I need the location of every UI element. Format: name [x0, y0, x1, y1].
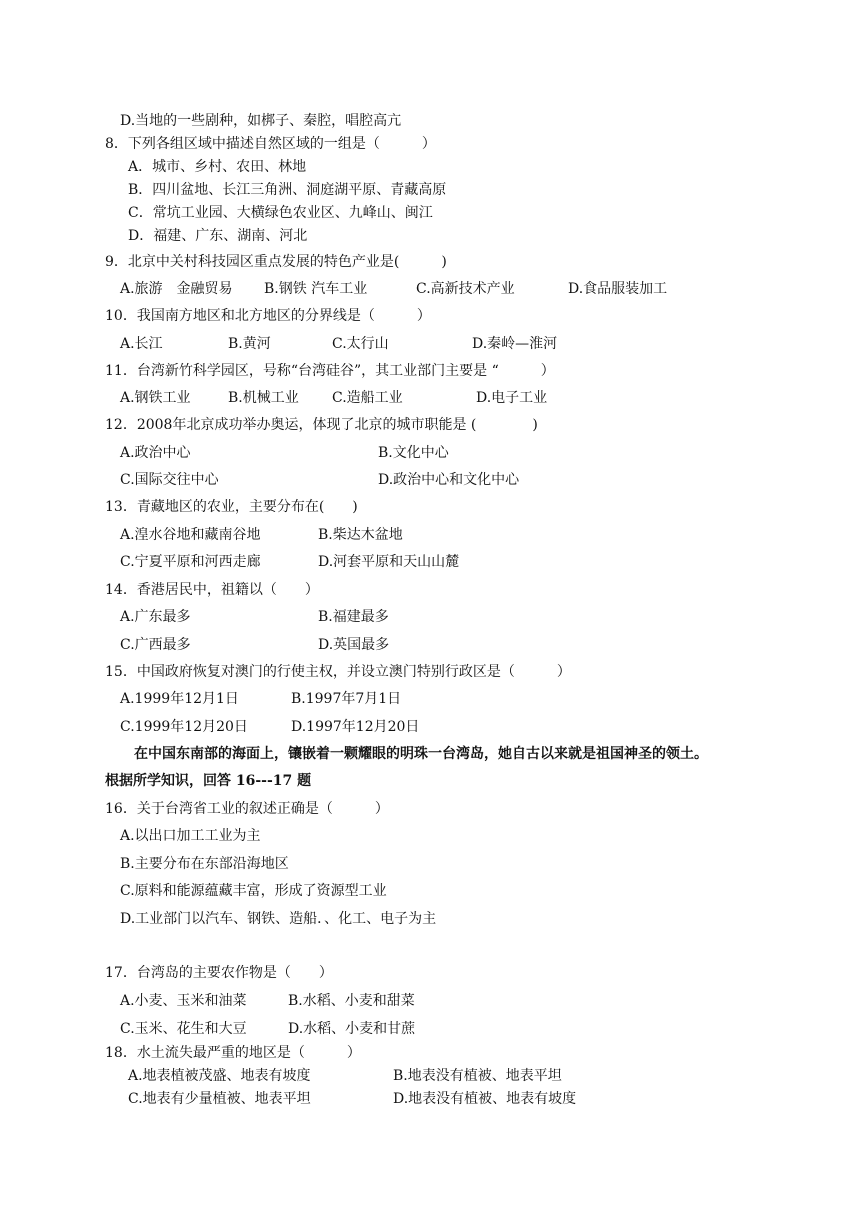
- q8-option-b: B．四川盆地、长江三角洲、洞庭湖平原、青藏高原: [128, 182, 447, 198]
- q9-option-c: C.高新技术产业: [416, 281, 515, 297]
- q17-option-d: D.水稻、小麦和甘蔗: [288, 1021, 416, 1037]
- q15-option-a: A.1999年12月1日: [120, 691, 239, 707]
- q16-option-a: A.以出口加工工业为主: [120, 828, 261, 844]
- q13-option-d: D.河套平原和天山山麓: [318, 554, 460, 570]
- q14-option-c: C.广西最多: [120, 637, 191, 653]
- q18-option-a: A.地表植被茂盛、地表有坡度: [128, 1068, 311, 1084]
- q15-option-d: D.1997年12月20日: [291, 719, 420, 735]
- q13-option-a: A.湟水谷地和藏南谷地: [120, 527, 261, 543]
- q10-option-d: D.秦岭—淮河: [472, 336, 558, 352]
- q12-option-d: D.政治中心和文化中心: [378, 472, 520, 488]
- q14-option-d: D.英国最多: [318, 637, 390, 653]
- q10-option-c: C.太行山: [332, 336, 389, 352]
- q12-option-b: B.文化中心: [378, 445, 449, 461]
- q10-option-b: B.黄河: [228, 336, 271, 352]
- q16-stem: 16．关于台湾省工业的叙述正确是（ ）: [105, 801, 389, 817]
- q17-stem: 17．台湾岛的主要农作物是（ ）: [105, 965, 333, 981]
- q14-option-b: B.福建最多: [318, 609, 389, 625]
- q13-stem: 13．青藏地区的农业，主要分布在( ): [105, 499, 358, 515]
- q8-stem: 8．下列各组区域中描述自然区域的一组是（ ）: [105, 136, 436, 152]
- q11-option-a: A.钢铁工业: [120, 390, 191, 406]
- q17-option-c: C.玉米、花生和大豆: [120, 1021, 247, 1037]
- q18-option-d: D.地表没有植被、地表有坡度: [393, 1091, 577, 1107]
- q12-option-a: A.政治中心: [120, 445, 191, 461]
- passage-line-2: 根据所学知识，回答 16---17 题: [105, 773, 312, 789]
- q11-option-d: D.电子工业: [476, 390, 548, 406]
- q17-option-b: B.水稻、小麦和甜菜: [288, 993, 415, 1009]
- q9-option-b: B.钢铁 汽车工业: [264, 281, 368, 297]
- q13-option-b: B.柴达木盆地: [318, 527, 403, 543]
- q9-option-a: A.旅游 金融贸易: [120, 281, 233, 297]
- q18-option-c: C.地表有少量植被、地表平坦: [128, 1091, 311, 1107]
- q16-option-b: B.主要分布在东部沿海地区: [120, 856, 289, 872]
- q13-option-c: C.宁夏平原和河西走廊: [120, 554, 261, 570]
- q16-option-c: C.原料和能源蕴藏丰富，形成了资源型工业: [120, 883, 387, 899]
- q18-stem: 18．水土流失最严重的地区是（ ）: [105, 1045, 361, 1061]
- q17-option-a: A.小麦、玉米和油菜: [120, 993, 247, 1009]
- q11-stem: 11．台湾新竹科学园区，号称“台湾硅谷”，其工业部门主要是 “ ）: [105, 363, 555, 379]
- q18-option-b: B.地表没有植被、地表平坦: [393, 1068, 562, 1084]
- q15-option-b: B.1997年7月1日: [291, 691, 402, 707]
- q14-option-a: A.广东最多: [120, 609, 191, 625]
- q15-option-c: C.1999年12月20日: [120, 719, 248, 735]
- q10-option-a: A.长江: [120, 336, 163, 352]
- q8-option-d: D．福建、广东、湖南、河北: [128, 228, 308, 244]
- q10-stem: 10．我国南方地区和北方地区的分界线是（ ）: [105, 308, 431, 324]
- q11-option-b: B.机械工业: [228, 390, 299, 406]
- passage-line-1: 在中国东南部的海面上，镶嵌着一颗耀眼的明珠一台湾岛，她自古以来就是祖国神圣的领土。: [134, 746, 708, 762]
- q11-option-c: C.造船工业: [332, 390, 403, 406]
- q9-option-d: D.食品服装加工: [568, 281, 668, 297]
- q7-option-d: D.当地的一些剧种，如梆子、秦腔，唱腔高亢: [120, 113, 402, 129]
- q8-option-a: A．城市、乡村、农田、林地: [128, 159, 307, 175]
- q15-stem: 15．中国政府恢复对澳门的行使主权，并设立澳门特别行政区是（ ）: [105, 664, 571, 680]
- q16-option-d: D.工业部门以汽车、钢铁、造船．、化工、电子为主: [120, 911, 437, 927]
- q12-stem: 12．2008年北京成功举办奥运，体现了北京的城市职能是 ( ): [105, 417, 538, 433]
- q12-option-c: C.国际交往中心: [120, 472, 219, 488]
- q8-option-c: C．常坑工业园、大横绿色农业区、九峰山、闽江: [128, 205, 433, 221]
- q14-stem: 14．香港居民中，祖籍以（ ）: [105, 582, 319, 598]
- q9-stem: 9．北京中关村科技园区重点发展的特色产业是( ): [105, 254, 447, 270]
